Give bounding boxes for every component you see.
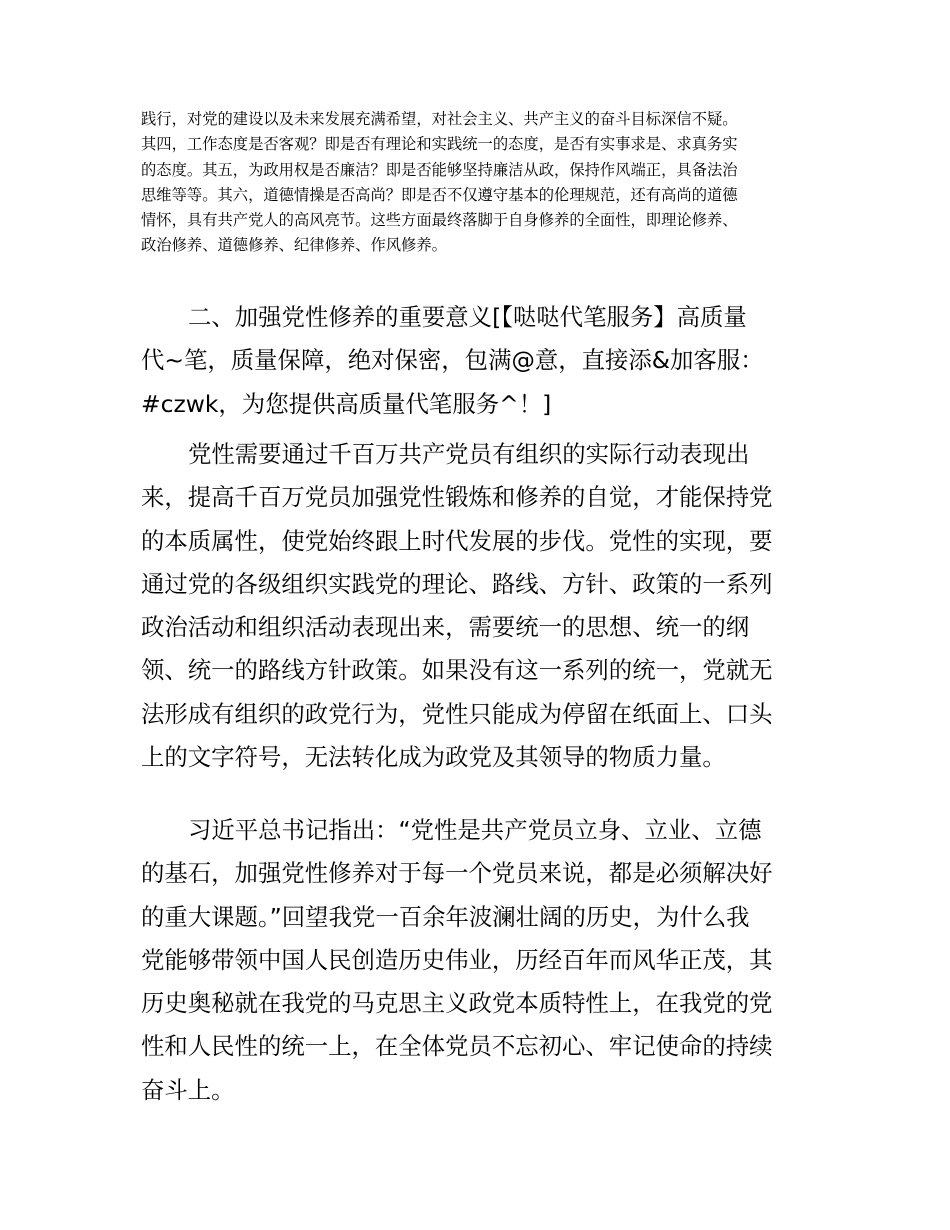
text-line: 奋斗上。 [141, 1075, 235, 1104]
text-line: 党能够带领中国人民创造历史伟业，历经百年而风华正茂，其 [141, 945, 773, 974]
text-line: 习近平总书记指出：“党性是共产党员立身、立业、立德 [188, 816, 762, 844]
text-line: 上的文字符号，无法转化成为政党及其领导的物质力量。 [141, 743, 726, 772]
text-line: 的基石，加强党性修养对于每一个党员来说，都是必须解决好 [141, 859, 773, 888]
text-line: 性和人民性的统一上，在全体党员不忘初心、牢记使命的持续 [141, 1032, 773, 1061]
text-line: 来，提高千百万党员加强党性锻炼和修养的自觉，才能保持党 [141, 483, 773, 512]
text-line: 历史奥秘就在我党的马克思主义政党本质特性上，在我党的党 [141, 989, 773, 1018]
intro-paragraph [141, 107, 813, 259]
text-line: 的本质属性，使党始终跟上时代发展的步伐。党性的实现，要 [141, 526, 773, 555]
text-line: 领、统一的路线方针政策。如果没有这一系列的统一，党就无 [141, 656, 773, 685]
text-line: 通过党的各级组织实践党的理论、路线、方针、政策的一系列 [141, 569, 773, 598]
text-line: 的态度。其五，为政用权是否廉洁？即是否能够坚持廉洁从政，保持作风端正，具备法治 [141, 160, 738, 179]
text-line: 思维等等。其六，道德情操是否高尚？即是否不仅遵守基本的伦理规范，还有高尚的道德 [141, 185, 738, 204]
paragraph-1 [141, 433, 813, 779]
heading-line: 二、加强党性修养的重要意义[【哒哒代笔服务】高质量 [188, 303, 747, 331]
text-line: 政治修养、道德修养、纪律修养、作风修养。 [141, 236, 447, 255]
heading-line: 代~笔，质量保障，绝对保密，包满@意，直接添&加客服： [141, 346, 764, 375]
text-line: 政治活动和组织活动表现出来，需要统一的思想、统一的纲 [141, 613, 750, 642]
text-line: 情怀，具有共产党人的高风亮节。这些方面最终落脚于自身修养的全面性，即理论修养、 [141, 211, 738, 230]
text-line: 法形成有组织的政党行为，党性只能成为停留在纸面上、口头 [141, 699, 773, 728]
text-line: 其四，工作态度是否客观？即是否有理论和实践统一的态度，是否有实事求是、求真务实 [141, 135, 738, 154]
text-line: 践行，对党的建设以及未来发展充满希望，对社会主义、共产主义的奋斗目标深信不疑。 [141, 110, 738, 128]
paragraph-2 [141, 809, 813, 1112]
text-line: 的重大课题。”回望我党一百余年波澜壮阔的历史，为什么我 [141, 902, 750, 931]
section-heading [141, 296, 813, 426]
text-line: 党性需要通过千百万共产党员有组织的实际行动表现出 [188, 440, 750, 468]
heading-line: #czwk，为您提供高质量代笔服务^！] [141, 389, 552, 418]
